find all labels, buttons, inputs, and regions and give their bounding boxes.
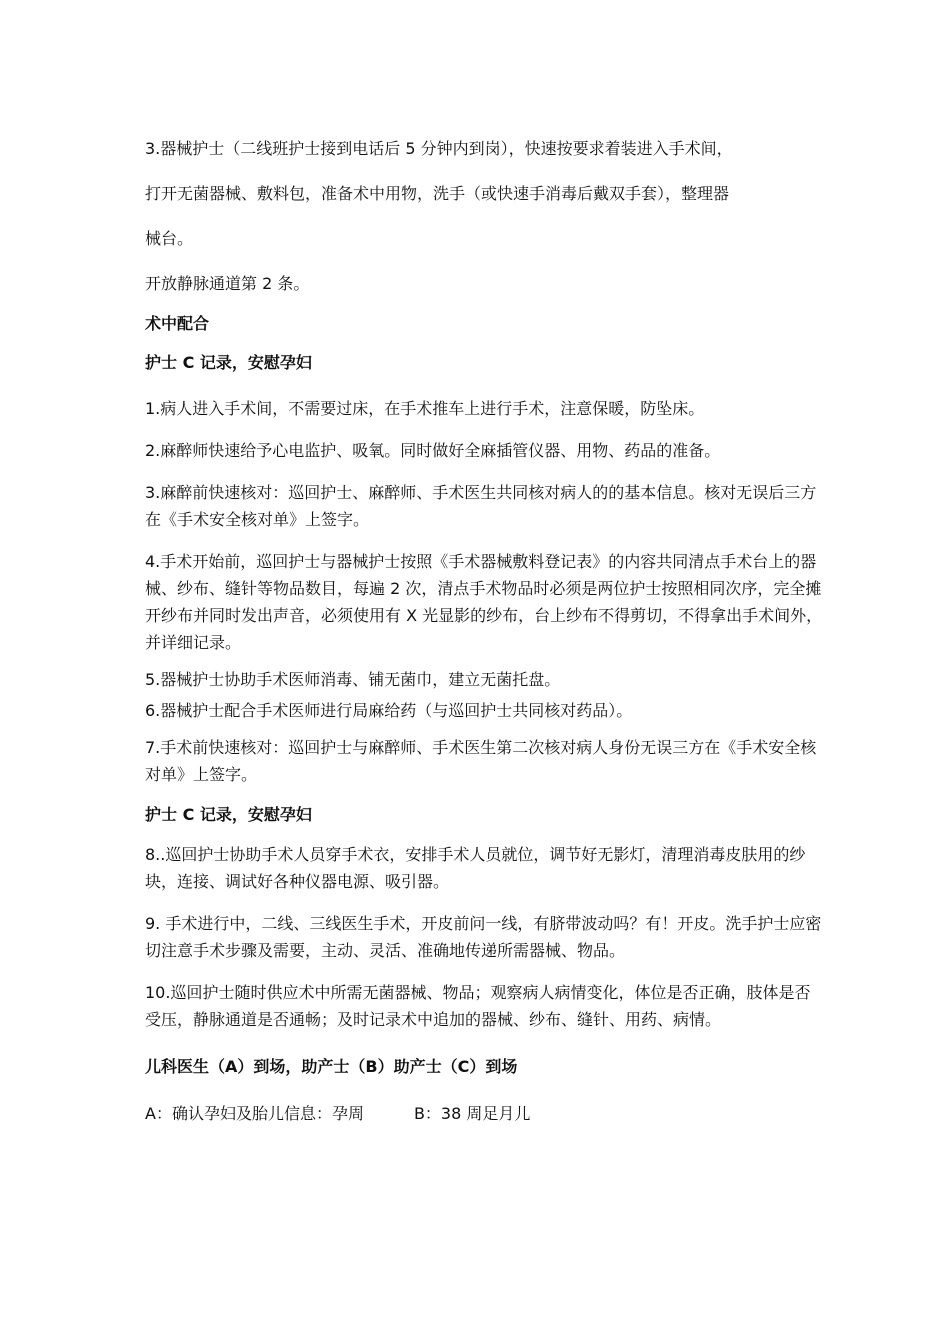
list-item-2: 2.麻醉师快速给予心电监护、吸氧。同时做好全麻插管仪器、用物、药品的准备。 (145, 441, 721, 460)
document-page (145, 126, 825, 1127)
confirmation-row (145, 1100, 825, 1127)
list-item-5: 5.器械护士协助手术医师消毒、铺无菌巾，建立无菌托盘。 (145, 670, 561, 689)
paragraph-3-line-2: 打开无菌器械、敷料包，准备术中用物，洗手（或快速手消毒后戴双手套），整理器 (145, 184, 730, 203)
heading-arrival: 儿科医生（A）到场，助产士（B）助产士（C）到场 (145, 1057, 518, 1076)
line-b: B：38 周足月儿 (413, 1104, 531, 1123)
list-item-10: 10.巡回护士随时供应术中所需无菌器械、物品；观察病人病情变化，体位是否正确，肢体是否受压，静脉通道是否通畅；及时记录术中追加的器械、纱布、缝针、用药、病情。 (145, 983, 811, 1029)
list-item-6: 6.器械护士配合手术医师进行局麻给药（与巡回护士共同核对药品）。 (145, 701, 633, 720)
list-item-4: 4.手术开始前，巡回护士与器械护士按照《手术器械敷料登记表》的内容共同清点手术台上的器械、纱布、缝针等物品数目，每遍 2 次，清点手术物品时必须是两位护士按照相同次序，完全摊开纱布并同时发出声音，必须使用有 X 光显影的纱布，台上纱布不得剪切，不得拿出手术间外，并详细记录。 (145, 552, 823, 652)
paragraph-iv-channel: 开放静脉通道第 2 条。 (145, 274, 310, 293)
list-item-7: 7.手术前快速核对：巡回护士与麻醉师、手术医生第二次核对病人身份无误三方在《手术安全核对单》上签字。 (145, 738, 817, 784)
list-item-8: 8..巡回护士协助手术人员穿手术衣，安排手术人员就位，调节好无影灯，清理消毒皮肤用的纱块，连接、调试好各种仪器电源、吸引器。 (145, 845, 806, 891)
paragraph-3-line-3: 械台。 (145, 229, 194, 248)
list-item-1: 1.病人进入手术间，不需要过床，在手术推车上进行手术，注意保暖，防坠床。 (145, 399, 705, 418)
list-item-3: 3.麻醉前快速核对：巡回护士、麻醉师、手术医生共同核对病人的的基本信息。核对无误后三方在《手术安全核对单》上签字。 (145, 483, 817, 529)
heading-nurse-c-second: 护士 C 记录，安慰孕妇 (145, 805, 312, 824)
line-a: A：确认孕妇及胎儿信息：孕周 (145, 1104, 364, 1123)
paragraph-3-line-1: 3.器械护士（二线班护士接到电话后 5 分钟内到岗），快速按要求着装进入手术间， (145, 139, 733, 158)
list-item-9: 9. 手术进行中，二线、三线医生手术，开皮前问一线，有脐带波动吗？有！开皮。洗手护士应密切注意手术步骤及需要，主动、灵活、准确地传递所需器械、物品。 (145, 914, 822, 960)
heading-intraop: 术中配合 (145, 314, 210, 333)
heading-nurse-c-first: 护士 C 记录，安慰孕妇 (145, 353, 312, 372)
